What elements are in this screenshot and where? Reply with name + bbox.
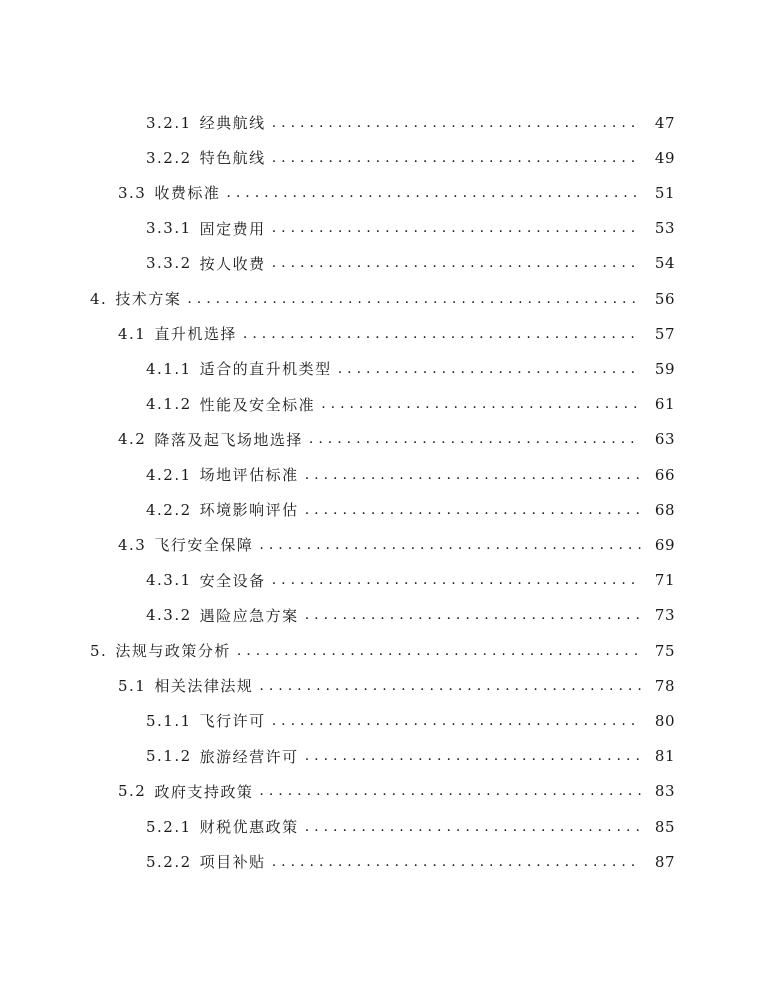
- toc-entry-number: 5.1: [118, 676, 147, 695]
- toc-entry-title: 飞行安全保障: [154, 536, 254, 555]
- toc-dot-leader: [321, 396, 641, 412]
- toc-entry-page-number: 54: [654, 254, 675, 273]
- toc-entry-number: 4.1: [118, 324, 147, 343]
- toc-dot-leader: [259, 678, 641, 694]
- toc-entry-page-number: 51: [654, 183, 675, 202]
- toc-entry-title: 降落及起飞场地选择: [154, 430, 303, 449]
- toc-entry[interactable]: [0, 844, 765, 879]
- toc-entry-number: 5.1.1: [146, 711, 192, 730]
- toc-entry-number: 5.1.2: [146, 747, 192, 766]
- toc-entry-number: 4.3.1: [146, 571, 192, 590]
- toc-dot-leader: [187, 291, 641, 307]
- toc-entry[interactable]: [0, 633, 765, 668]
- toc-entry-title: 技术方案: [115, 290, 182, 308]
- toc-entry-number: 4.3: [118, 535, 147, 554]
- toc-dot-leader: [272, 572, 641, 588]
- toc-entry-page-number: 87: [654, 852, 675, 871]
- toc-entry-page-number: 53: [654, 219, 675, 238]
- toc-entry-title: 财税优惠政策: [199, 818, 299, 836]
- toc-entry-title: 固定费用: [199, 219, 266, 238]
- toc-entry-number: 4.3.2: [146, 606, 192, 625]
- toc-entry[interactable]: [0, 175, 765, 210]
- toc-dot-leader: [259, 783, 641, 799]
- toc-dot-leader: [226, 185, 641, 201]
- toc-entry-title: 收费标准: [154, 184, 221, 203]
- toc-entry-number: 3.2.1: [146, 113, 192, 132]
- toc-entry-page-number: 63: [654, 430, 675, 449]
- toc-entry-page-number: 81: [654, 747, 675, 766]
- toc-entry-number: 4.1.2: [146, 395, 192, 414]
- toc-entry-number: 4.1.1: [146, 359, 192, 378]
- toc-entry[interactable]: [0, 105, 765, 140]
- toc-entry-title: 直升机选择: [154, 325, 237, 344]
- toc-dot-leader: [305, 502, 641, 518]
- toc-dot-leader: [309, 431, 641, 447]
- toc-entry-title: 环境影响评估: [199, 501, 299, 520]
- toc-entry-page-number: 61: [654, 395, 675, 414]
- toc-entry[interactable]: [0, 457, 765, 492]
- toc-dot-leader: [259, 537, 641, 553]
- toc-entry-title: 场地评估标准: [199, 466, 299, 484]
- toc-dot-leader: [305, 748, 641, 764]
- toc-dot-leader: [305, 607, 641, 623]
- toc-entry-title: 经典航线: [199, 114, 266, 132]
- toc-entry-page-number: 56: [654, 289, 675, 308]
- toc-entry-number: 3.2.2: [146, 148, 192, 167]
- toc-entry-page-number: 75: [654, 641, 675, 660]
- toc-dot-leader: [243, 326, 641, 342]
- toc-entry-number: 4.2: [118, 430, 147, 449]
- toc-entry-page-number: 85: [654, 817, 675, 836]
- toc-dot-leader: [272, 713, 641, 729]
- toc-entry[interactable]: [0, 492, 765, 527]
- toc-entry-title: 相关法律法规: [154, 677, 254, 696]
- toc-entry-title: 飞行许可: [199, 712, 266, 731]
- toc-entry[interactable]: [0, 316, 765, 351]
- toc-entry-page-number: 66: [654, 465, 675, 484]
- toc-entry-page-number: 83: [654, 782, 675, 801]
- toc-entry-title: 安全设备: [199, 571, 266, 590]
- toc-entry-page-number: 57: [654, 324, 675, 343]
- toc-dot-leader: [237, 643, 641, 659]
- toc-entry[interactable]: [0, 246, 765, 281]
- toc-entry-title: 政府支持政策: [154, 782, 254, 801]
- toc-entry[interactable]: [0, 809, 765, 844]
- toc-entry-title: 项目补贴: [199, 853, 266, 872]
- toc-entry-page-number: 47: [654, 113, 675, 132]
- toc-entry-page-number: 49: [654, 148, 675, 167]
- toc-entry-number: 4.: [90, 289, 108, 308]
- toc-entry[interactable]: [0, 281, 765, 316]
- toc-entry[interactable]: [0, 527, 765, 562]
- toc-entry-page-number: 68: [654, 500, 675, 519]
- toc-dot-leader: [305, 467, 641, 483]
- toc-entry-number: 5.2: [118, 782, 147, 801]
- toc-entry-page-number: 59: [654, 359, 675, 378]
- toc-entry[interactable]: [0, 774, 765, 809]
- toc-entry[interactable]: [0, 739, 765, 774]
- toc-entry[interactable]: [0, 422, 765, 457]
- toc-entry-page-number: 73: [654, 606, 675, 625]
- toc-entry-number: 3.3: [118, 183, 147, 202]
- toc-entry[interactable]: [0, 668, 765, 703]
- toc-entry-title: 旅游经营许可: [199, 747, 299, 766]
- toc-dot-leader: [305, 819, 641, 835]
- toc-entry-title: 法规与政策分析: [115, 642, 231, 660]
- toc-entry[interactable]: [0, 211, 765, 246]
- toc-entry-page-number: 69: [654, 535, 675, 554]
- toc-entry-number: 3.3.1: [146, 219, 192, 238]
- toc-entry-page-number: 71: [654, 571, 675, 590]
- toc-entry[interactable]: [0, 563, 765, 598]
- toc-entry-title: 遇险应急方案: [199, 606, 299, 625]
- toc-entry[interactable]: [0, 598, 765, 633]
- toc-entry-number: 3.3.2: [146, 254, 192, 273]
- toc-dot-leader: [272, 220, 641, 236]
- toc-entry-title: 适合的直升机类型: [199, 360, 332, 379]
- toc-entry-number: 5.2.2: [146, 852, 192, 871]
- toc-entry-page-number: 80: [654, 711, 675, 730]
- toc-dot-leader: [272, 255, 641, 271]
- toc-entry-title: 性能及安全标准: [199, 395, 316, 414]
- toc-entry-number: 5.2.1: [146, 817, 192, 836]
- toc-entry[interactable]: [0, 387, 765, 422]
- toc-entry-page-number: 78: [654, 676, 675, 695]
- toc-entry[interactable]: [0, 351, 765, 386]
- toc-entry-title: 特色航线: [199, 149, 266, 168]
- toc-dot-leader: [338, 361, 641, 377]
- toc-dot-leader: [272, 854, 641, 870]
- toc-entry-number: 4.2.2: [146, 500, 192, 519]
- toc-entry-number: 5.: [90, 641, 108, 660]
- toc-dot-leader: [272, 150, 641, 166]
- toc-entry[interactable]: [0, 140, 765, 175]
- toc-dot-leader: [272, 115, 641, 131]
- toc-entry[interactable]: [0, 703, 765, 738]
- toc-entry-title: 按人收费: [199, 254, 266, 273]
- toc-entry-number: 4.2.1: [146, 465, 192, 484]
